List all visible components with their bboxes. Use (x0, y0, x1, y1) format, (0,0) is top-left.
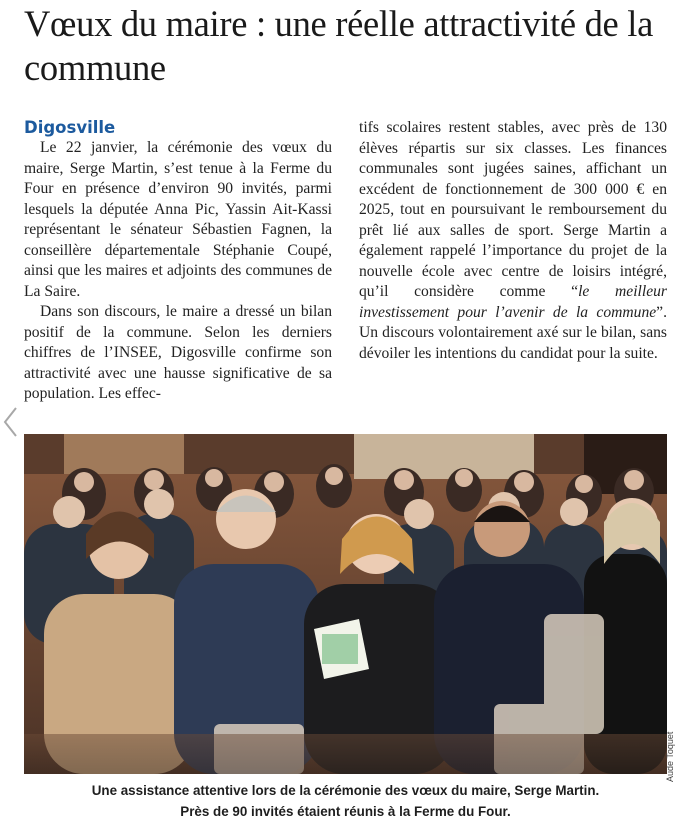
mayor-quote: le meilleur investissement pour l’avenir de la commune (359, 283, 668, 321)
paragraph-2: Dans son discours, le maire a dressé un bilan positif de la commune. Selon les derniers chiffres de l’INSEE, Digosville confirme son attractivité avec une hausse significative de sa population. Les effec- (24, 303, 332, 402)
paragraph-3 (359, 118, 667, 364)
paragraph-1: Le 22 janvier, la cérémonie des vœux du maire, Serge Martin, s’est tenue à la Ferme du Four en présence d’environ 90 invités, parmi lesquels la députée Anna Pic, Yassin Ait-Kassi représentant le sénateur Sébastien Fagnen, la conseillère départementale Stéphanie Coupé, ainsi que les maires et adjoints des communes de La Saire. (24, 139, 332, 300)
paragraph-3-end: ”. Un discours volontairement axé sur le bilan, sans dévoiler les intentions du candidat pour la suite. (359, 303, 667, 362)
caption-line-2: Près de 90 invités étaient réunis à la Ferme du Four. (180, 804, 511, 819)
paragraph-3-text: tifs scolaires restent stables, avec près de 130 élèves répartis sur six classes. Les finances communales sont jugées saines, affichant un excédent de fonctionnement de 300 000 € en 2025, tout en poursuivant le remboursement du prêt lié aux salles de sport. Serge Martin a également rappelé l’importance du projet de la nouvelle école avec centre de loisirs intégré, qu’il considère comme “ (359, 119, 667, 300)
photo-credit: Aude Toquet (665, 731, 675, 782)
caption-line-1: Une assistance attentive lors de la cérémonie des vœux du maire, Serge Martin. (91, 783, 600, 798)
article-column-right (359, 118, 667, 364)
photo-caption (24, 780, 667, 822)
article-column-left (24, 118, 332, 405)
kicker-location: Digosville (24, 118, 116, 137)
event-photo (24, 434, 667, 774)
chevron-left-icon[interactable] (2, 406, 20, 438)
headline: Vœux du maire : une réelle attractivité de la commune (24, 3, 654, 88)
